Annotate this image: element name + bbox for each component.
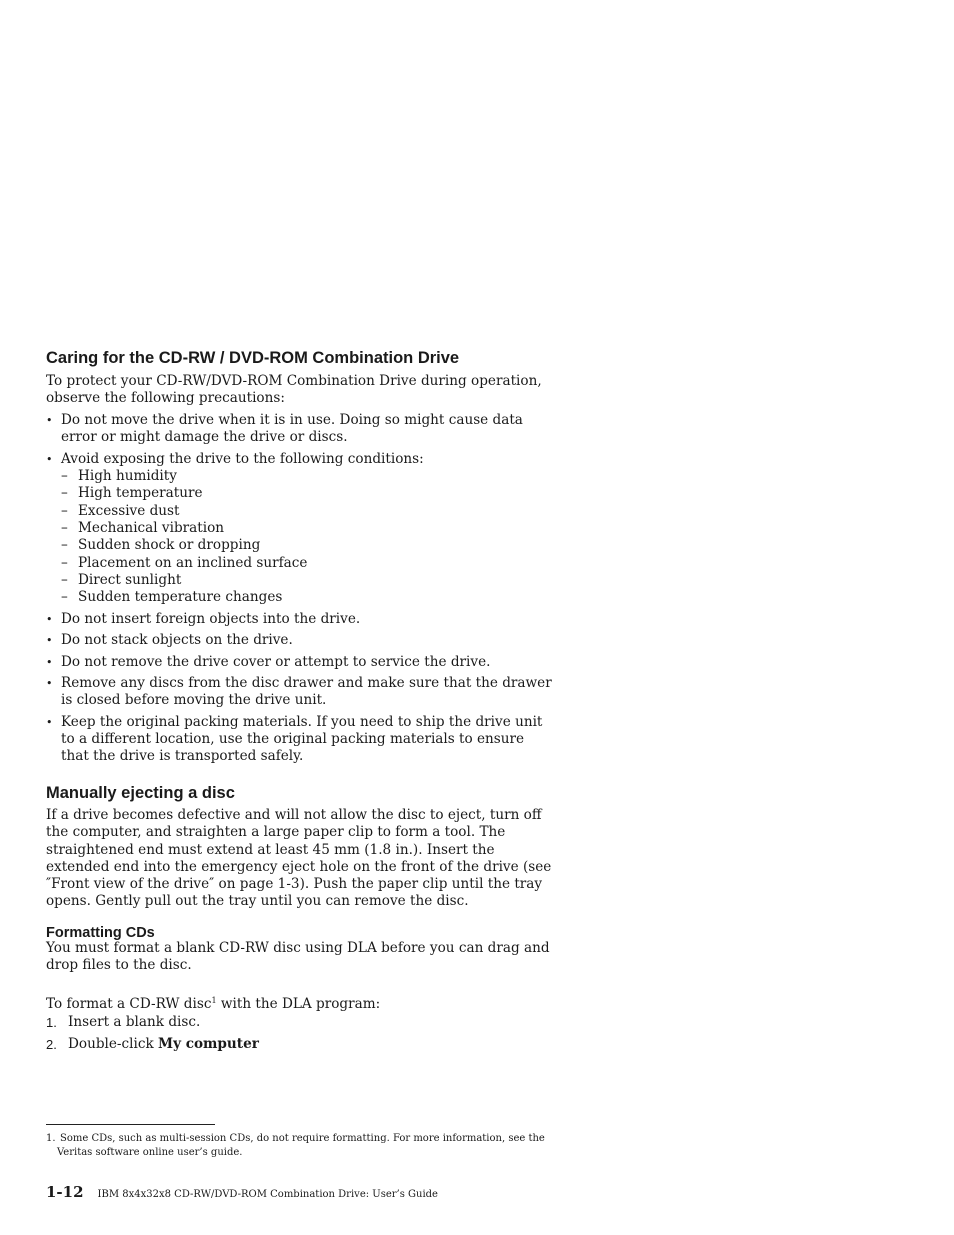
format-lead-text: To format a CD-RW disc <box>46 996 212 1012</box>
list-item <box>46 451 556 607</box>
footnote-text-continued: Veritas software online user’s guide. <box>57 1147 243 1158</box>
condition-item: – High humidity <box>61 468 556 485</box>
section-heading-formatting: Formatting CDs <box>46 925 155 941</box>
conditions-list <box>61 468 556 606</box>
condition-item: – Sudden temperature changes <box>61 589 556 606</box>
list-item-text: Avoid exposing the drive to the following conditions: <box>61 450 424 467</box>
step-number: 1. <box>46 1015 57 1030</box>
step-item <box>46 1036 556 1053</box>
list-item: • Keep the original packing materials. If you need to ship the drive unit to a different location, use the original packing materials to ensure that the drive is transported safely. <box>46 714 556 766</box>
footnote-text: Some CDs, such as multi-session CDs, do not require formatting. For more information, see the <box>60 1133 545 1144</box>
condition-item: – Excessive dust <box>61 503 556 520</box>
list-item: • Do not insert foreign objects into the drive. <box>46 611 556 628</box>
step-emphasis: My computer <box>158 1035 259 1052</box>
page-number: 1-12 <box>46 1183 84 1201</box>
step-text: Double-click <box>68 1035 159 1052</box>
page-footer <box>46 1182 438 1201</box>
format-body: You must format a blank CD-RW disc using DLA before you can drag and drop files to the disc. <box>46 940 550 974</box>
footnote <box>46 1132 546 1160</box>
footnote-line <box>46 1132 546 1146</box>
format-steps <box>46 1014 556 1058</box>
section-heading-caring: Caring for the CD-RW / DVD-ROM Combination Drive <box>46 349 460 367</box>
list-item: • Do not stack objects on the drive. <box>46 632 556 649</box>
precautions-list <box>46 412 556 770</box>
list-item: • Do not move the drive when it is in use. Doing so might cause data error or might damage the drive or discs. <box>46 412 556 447</box>
footnote-divider <box>46 1124 215 1125</box>
caring-intro: To protect your CD-RW/DVD-ROM Combination Drive during operation, observe the following precautions: <box>46 373 542 407</box>
condition-item: – Mechanical vibration <box>61 520 556 537</box>
eject-body: If a drive becomes defective and will not allow the disc to eject, turn off the computer, and straighten a large paper clip to form a tool. The straightened end must extend at least 45 mm (1.8 in.). Insert the extended end into the emergency eject hole on the front of the drive (see ″Front view of the drive″ on page 1-3). Push the paper clip until the tray opens. Gently pull out the tray until you can remove the disc. <box>46 807 552 910</box>
condition-item: – Sudden shock or dropping <box>61 537 556 554</box>
section-heading-eject: Manually ejecting a disc <box>46 784 235 802</box>
condition-item: – Direct sunlight <box>61 572 556 589</box>
format-lead-tail: with the DLA program: <box>216 996 381 1012</box>
format-lead <box>46 992 556 1013</box>
step-item <box>46 1014 556 1031</box>
step-number: 2. <box>46 1036 57 1052</box>
footnote-number: 1. <box>46 1133 56 1144</box>
step-text: Insert a blank disc. <box>68 1014 201 1030</box>
condition-item: – Placement on an inclined surface <box>61 555 556 572</box>
condition-item: – High temperature <box>61 485 556 502</box>
list-item: • Do not remove the drive cover or attempt to service the drive. <box>46 654 556 671</box>
list-item: • Remove any discs from the disc drawer and make sure that the drawer is closed before moving the drive unit. <box>46 675 556 710</box>
book-title: IBM 8x4x32x8 CD-RW/DVD-ROM Combination Drive: User’s Guide <box>97 1189 438 1200</box>
footnote-reference[interactable]: 1 <box>211 996 217 1005</box>
